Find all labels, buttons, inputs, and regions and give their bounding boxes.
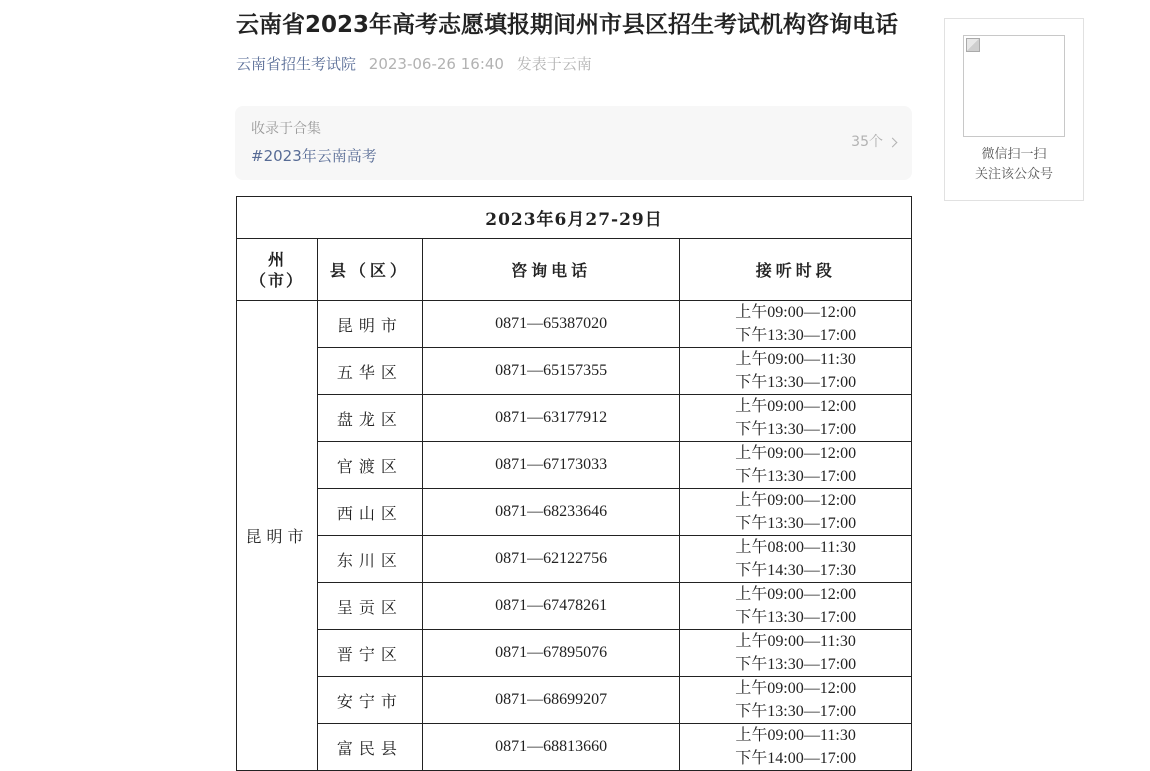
hours-am: 上午09:00—12:00 — [735, 680, 857, 697]
publish-location: 发表于云南 — [516, 55, 592, 73]
county-cell: 安宁市 — [317, 677, 422, 724]
hours-am: 上午09:00—12:00 — [735, 445, 857, 462]
header-hours: 接听时段 — [680, 239, 912, 301]
hours-am: 上午09:00—11:30 — [735, 351, 856, 368]
hours-pm: 下午13:30—17:00 — [735, 609, 857, 626]
hours-cell — [680, 489, 912, 536]
table-row — [237, 489, 912, 536]
chevron-right-icon — [888, 137, 898, 147]
table-row — [237, 536, 912, 583]
table-row — [237, 395, 912, 442]
qr-code-image — [963, 35, 1065, 137]
hours-am: 上午09:00—12:00 — [735, 586, 857, 603]
county-cell: 官渡区 — [317, 442, 422, 489]
table-row — [237, 348, 912, 395]
hours-pm: 下午13:30—17:00 — [735, 374, 857, 391]
header-county: 县（区） — [317, 239, 422, 301]
hours-pm: 下午14:30—17:30 — [735, 562, 857, 579]
hours-pm: 下午13:30—17:00 — [735, 515, 857, 532]
hours-am: 上午09:00—12:00 — [735, 398, 857, 415]
phone-cell: 0871—65387020 — [422, 301, 680, 348]
article-title: 云南省2023年高考志愿填报期间州市县区招生考试机构咨询电话 — [236, 12, 899, 38]
county-cell: 晋宁区 — [317, 630, 422, 677]
table-row — [237, 583, 912, 630]
author-link[interactable]: 云南省招生考试院 — [236, 55, 357, 73]
qr-caption-scan: 微信扫一扫 — [981, 147, 1047, 162]
qr-code-panel — [944, 18, 1084, 201]
hours-am: 上午09:00—11:30 — [735, 633, 856, 650]
phone-cell: 0871—65157355 — [422, 348, 680, 395]
county-cell: 盘龙区 — [317, 395, 422, 442]
hours-cell — [680, 724, 912, 771]
hours-am: 上午09:00—11:30 — [735, 727, 856, 744]
hours-cell — [680, 536, 912, 583]
collection-count-text: 35个 — [851, 134, 883, 150]
county-cell: 五华区 — [317, 348, 422, 395]
hours-cell — [680, 677, 912, 724]
table-row — [237, 301, 912, 348]
header-prefecture-line1: 州 — [267, 249, 286, 269]
table-row — [237, 630, 912, 677]
table-row — [237, 677, 912, 724]
hours-pm: 下午14:00—17:00 — [735, 750, 857, 767]
hours-am: 上午08:00—11:30 — [735, 539, 856, 556]
phone-cell: 0871—68233646 — [422, 489, 680, 536]
hours-am: 上午09:00—12:00 — [735, 304, 857, 321]
phone-cell: 0871—67173033 — [422, 442, 680, 489]
collection-tag[interactable]: #2023年云南高考 — [251, 147, 377, 165]
phone-cell: 0871—62122756 — [422, 536, 680, 583]
hours-cell — [680, 442, 912, 489]
phone-table — [236, 196, 912, 771]
county-cell: 昆明市 — [317, 301, 422, 348]
qr-caption-follow: 关注该公众号 — [974, 167, 1053, 182]
publish-date: 2023-06-26 16:40 — [368, 55, 504, 73]
phone-cell: 0871—68813660 — [422, 724, 680, 771]
county-cell: 东川区 — [317, 536, 422, 583]
phone-cell: 0871—67895076 — [422, 630, 680, 677]
hours-pm: 下午13:30—17:00 — [735, 327, 857, 344]
table-row — [237, 724, 912, 771]
broken-image-icon — [966, 38, 980, 52]
county-cell: 西山区 — [317, 489, 422, 536]
phone-cell: 0871—63177912 — [422, 395, 680, 442]
collection-count[interactable] — [851, 133, 896, 151]
header-phone: 咨询电话 — [422, 239, 680, 301]
hours-cell — [680, 395, 912, 442]
phone-cell: 0871—67478261 — [422, 583, 680, 630]
hours-pm: 下午13:30—17:00 — [735, 468, 857, 485]
collection-card[interactable] — [235, 106, 912, 180]
hours-cell — [680, 630, 912, 677]
hours-cell — [680, 583, 912, 630]
header-prefecture — [237, 239, 318, 301]
hours-am: 上午09:00—12:00 — [735, 492, 857, 509]
table-caption: 2023年6月27-29日 — [237, 197, 912, 239]
article-meta — [236, 54, 592, 74]
phone-cell: 0871—68699207 — [422, 677, 680, 724]
hours-cell — [680, 348, 912, 395]
county-cell: 富民县 — [317, 724, 422, 771]
hours-pm: 下午13:30—17:00 — [735, 421, 857, 438]
collection-label: 收录于合集 — [251, 121, 321, 137]
hours-pm: 下午13:30—17:00 — [735, 703, 857, 720]
prefecture-cell: 昆明市 — [237, 301, 318, 771]
hours-cell — [680, 301, 912, 348]
hours-pm: 下午13:30—17:00 — [735, 656, 857, 673]
header-prefecture-line2: （市） — [249, 270, 304, 290]
county-cell: 呈贡区 — [317, 583, 422, 630]
table-row — [237, 442, 912, 489]
